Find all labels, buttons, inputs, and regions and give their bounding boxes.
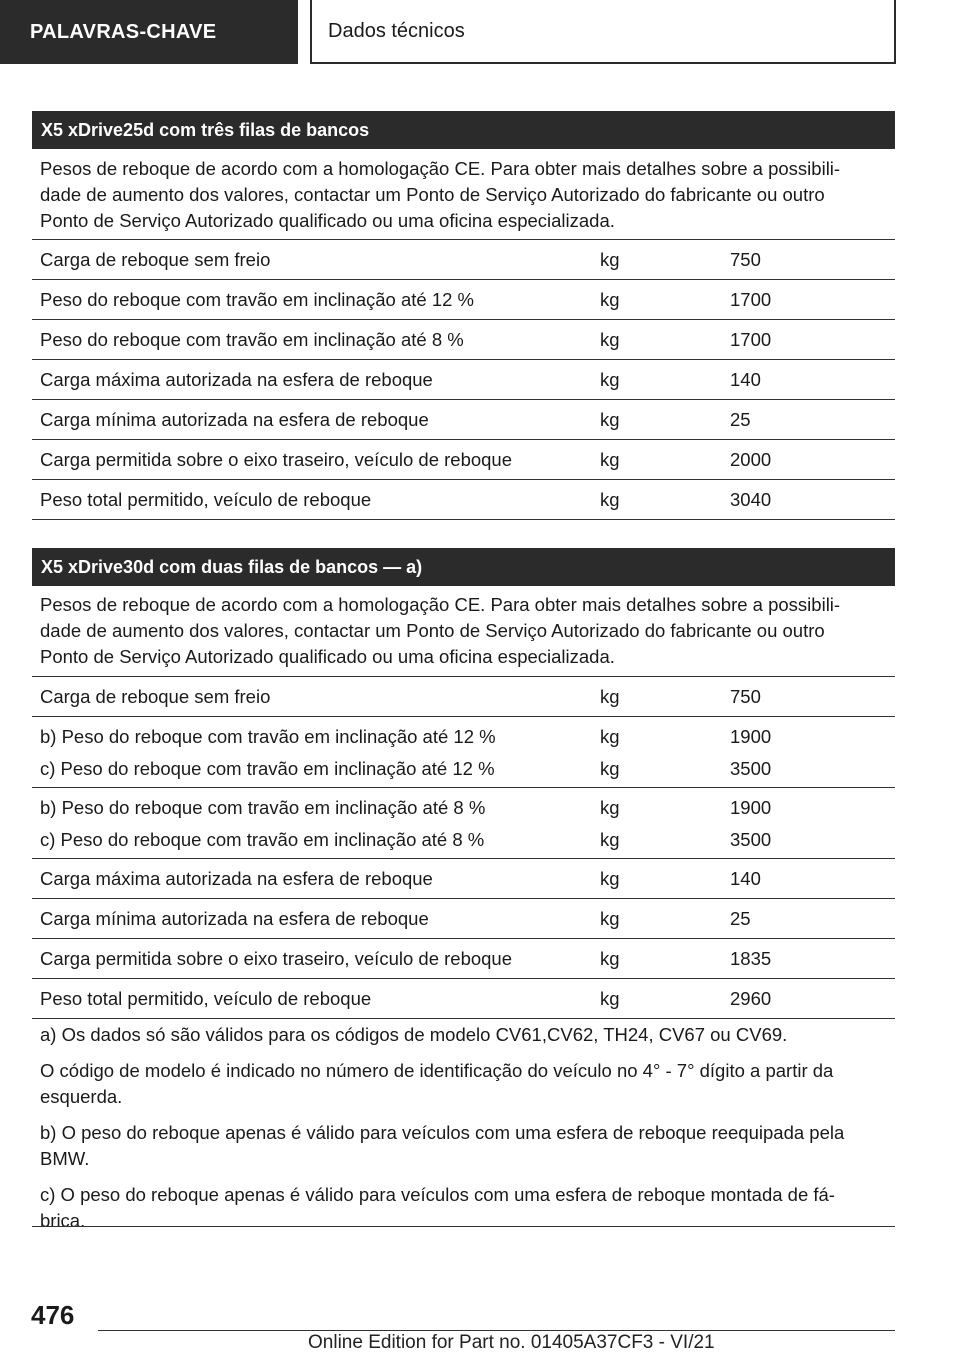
table-row [32,400,895,440]
row-value: 3500 [730,758,772,779]
row-value: 1700 [730,289,772,310]
row-label: c) Peso do reboque com travão em inclinação até 8 % [40,829,485,850]
row-value: 750 [730,249,761,270]
row-unit: kg [600,758,620,779]
row-label: c) Peso do reboque com travão em inclinação até 12 % [40,758,495,779]
row-value: 1900 [730,726,772,747]
row-label: Carga de reboque sem freio [40,686,271,707]
table-row [32,939,895,979]
table-line [32,721,895,753]
row-unit: kg [600,686,620,707]
table-line [32,983,895,1015]
table-line [32,753,895,785]
footnote: b) O peso do reboque apenas é válido para veículos com uma esfera de reboque reequipada pela BMW. [40,1122,845,1169]
section2-table [32,676,895,1019]
row-label: Carga mínima autorizada na esfera de reboque [40,409,429,430]
row-unit: kg [600,829,620,850]
table-line [32,444,895,476]
section2-description: Pesos de reboque de acordo com a homologação CE. Para obter mais detalhes sobre a possibili-dade de aumento dos valores, contactar um Ponto de Serviço Autorizado do fabricante ou outro Ponto de Serviço Autorizado qualificado ou uma oficina especializada. [40,594,841,667]
row-unit: kg [600,726,620,747]
row-unit: kg [600,329,620,350]
row-unit: kg [600,868,620,889]
row-value: 2960 [730,988,772,1009]
row-label: Peso total permitido, veículo de reboque [40,988,372,1009]
edition-note: Online Edition for Part no. 01405A37CF3 - VI/21 [308,1332,715,1353]
table-row [32,360,895,400]
row-value: 1900 [730,797,772,818]
table-row [32,280,895,320]
page-number: 476 [31,1300,75,1330]
row-label: Carga máxima autorizada na esfera de reboque [40,868,433,889]
table-line [32,364,895,396]
table-line [32,863,895,895]
table-line [32,244,895,276]
row-label: Carga de reboque sem freio [40,249,271,270]
section1-heading: X5 xDrive25d com três filas de bancos [32,111,895,149]
table-line [32,903,895,935]
top-bar [0,0,960,66]
section-title-tab: Dados técnicos [310,0,896,64]
table-row [32,240,895,280]
table-row [32,320,895,360]
row-label: Peso do reboque com travão em inclinação até 12 % [40,289,474,310]
table-line [32,824,895,856]
table-row [32,859,895,899]
row-value: 3040 [730,489,772,510]
row-value: 25 [730,908,751,929]
footnotes [40,1022,870,1244]
row-label: Carga máxima autorizada na esfera de reboque [40,369,433,390]
section1-description: Pesos de reboque de acordo com a homologação CE. Para obter mais detalhes sobre a possibili-dade de aumento dos valores, contactar um Ponto de Serviço Autorizado do fabricante ou outro Ponto de Serviço Autorizado qualificado ou uma oficina especializada. [40,158,841,231]
row-unit: kg [600,449,620,470]
row-label: b) Peso do reboque com travão em inclinação até 12 % [40,726,496,747]
footer-divider [98,1330,895,1331]
row-label: Peso do reboque com travão em inclinação até 8 % [40,329,464,350]
row-label: Carga permitida sobre o eixo traseiro, veículo de reboque [40,948,513,969]
row-unit: kg [600,489,620,510]
row-unit: kg [600,409,620,430]
section2-heading: X5 xDrive30d com duas filas de bancos — a) [32,548,895,586]
table-line [32,404,895,436]
row-label: Carga mínima autorizada na esfera de reboque [40,908,429,929]
row-value: 1700 [730,329,772,350]
table-row [32,440,895,480]
row-label: Carga permitida sobre o eixo traseiro, veículo de reboque [40,449,513,470]
row-unit: kg [600,249,620,270]
table-line [32,484,895,516]
table-row [32,979,895,1019]
table-row [32,717,895,788]
table-row [32,480,895,520]
footnote: a) Os dados só são válidos para os códigos de modelo CV61,CV62, TH24, CV67 ou CV69. [40,1024,788,1045]
footnote: O código de modelo é indicado no número de identificação do veículo no 4° - 7° dígito a partir da esquerda. [40,1060,834,1107]
row-unit: kg [600,908,620,929]
row-label: b) Peso do reboque com travão em inclinação até 8 % [40,797,486,818]
row-unit: kg [600,797,620,818]
row-value: 25 [730,409,751,430]
row-unit: kg [600,369,620,390]
keywords-tab[interactable]: PALAVRAS-CHAVE [0,0,298,64]
table-line [32,681,895,713]
row-unit: kg [600,289,620,310]
table-line [32,943,895,975]
section1-table [32,239,895,520]
table-line [32,324,895,356]
row-value: 750 [730,686,761,707]
table-row [32,899,895,939]
table-line [32,284,895,316]
row-value: 1835 [730,948,772,969]
footnote: c) O peso do reboque apenas é válido para veículos com uma esfera de reboque montada de fá-brica. [40,1184,835,1231]
row-value: 140 [730,369,761,390]
table-row [32,788,895,859]
row-label: Peso total permitido, veículo de reboque [40,489,372,510]
row-value: 2000 [730,449,772,470]
row-unit: kg [600,948,620,969]
row-unit: kg [600,988,620,1009]
footnotes-divider [32,1226,895,1227]
row-value: 3500 [730,829,772,850]
table-row [32,677,895,717]
table-line [32,792,895,824]
row-value: 140 [730,868,761,889]
